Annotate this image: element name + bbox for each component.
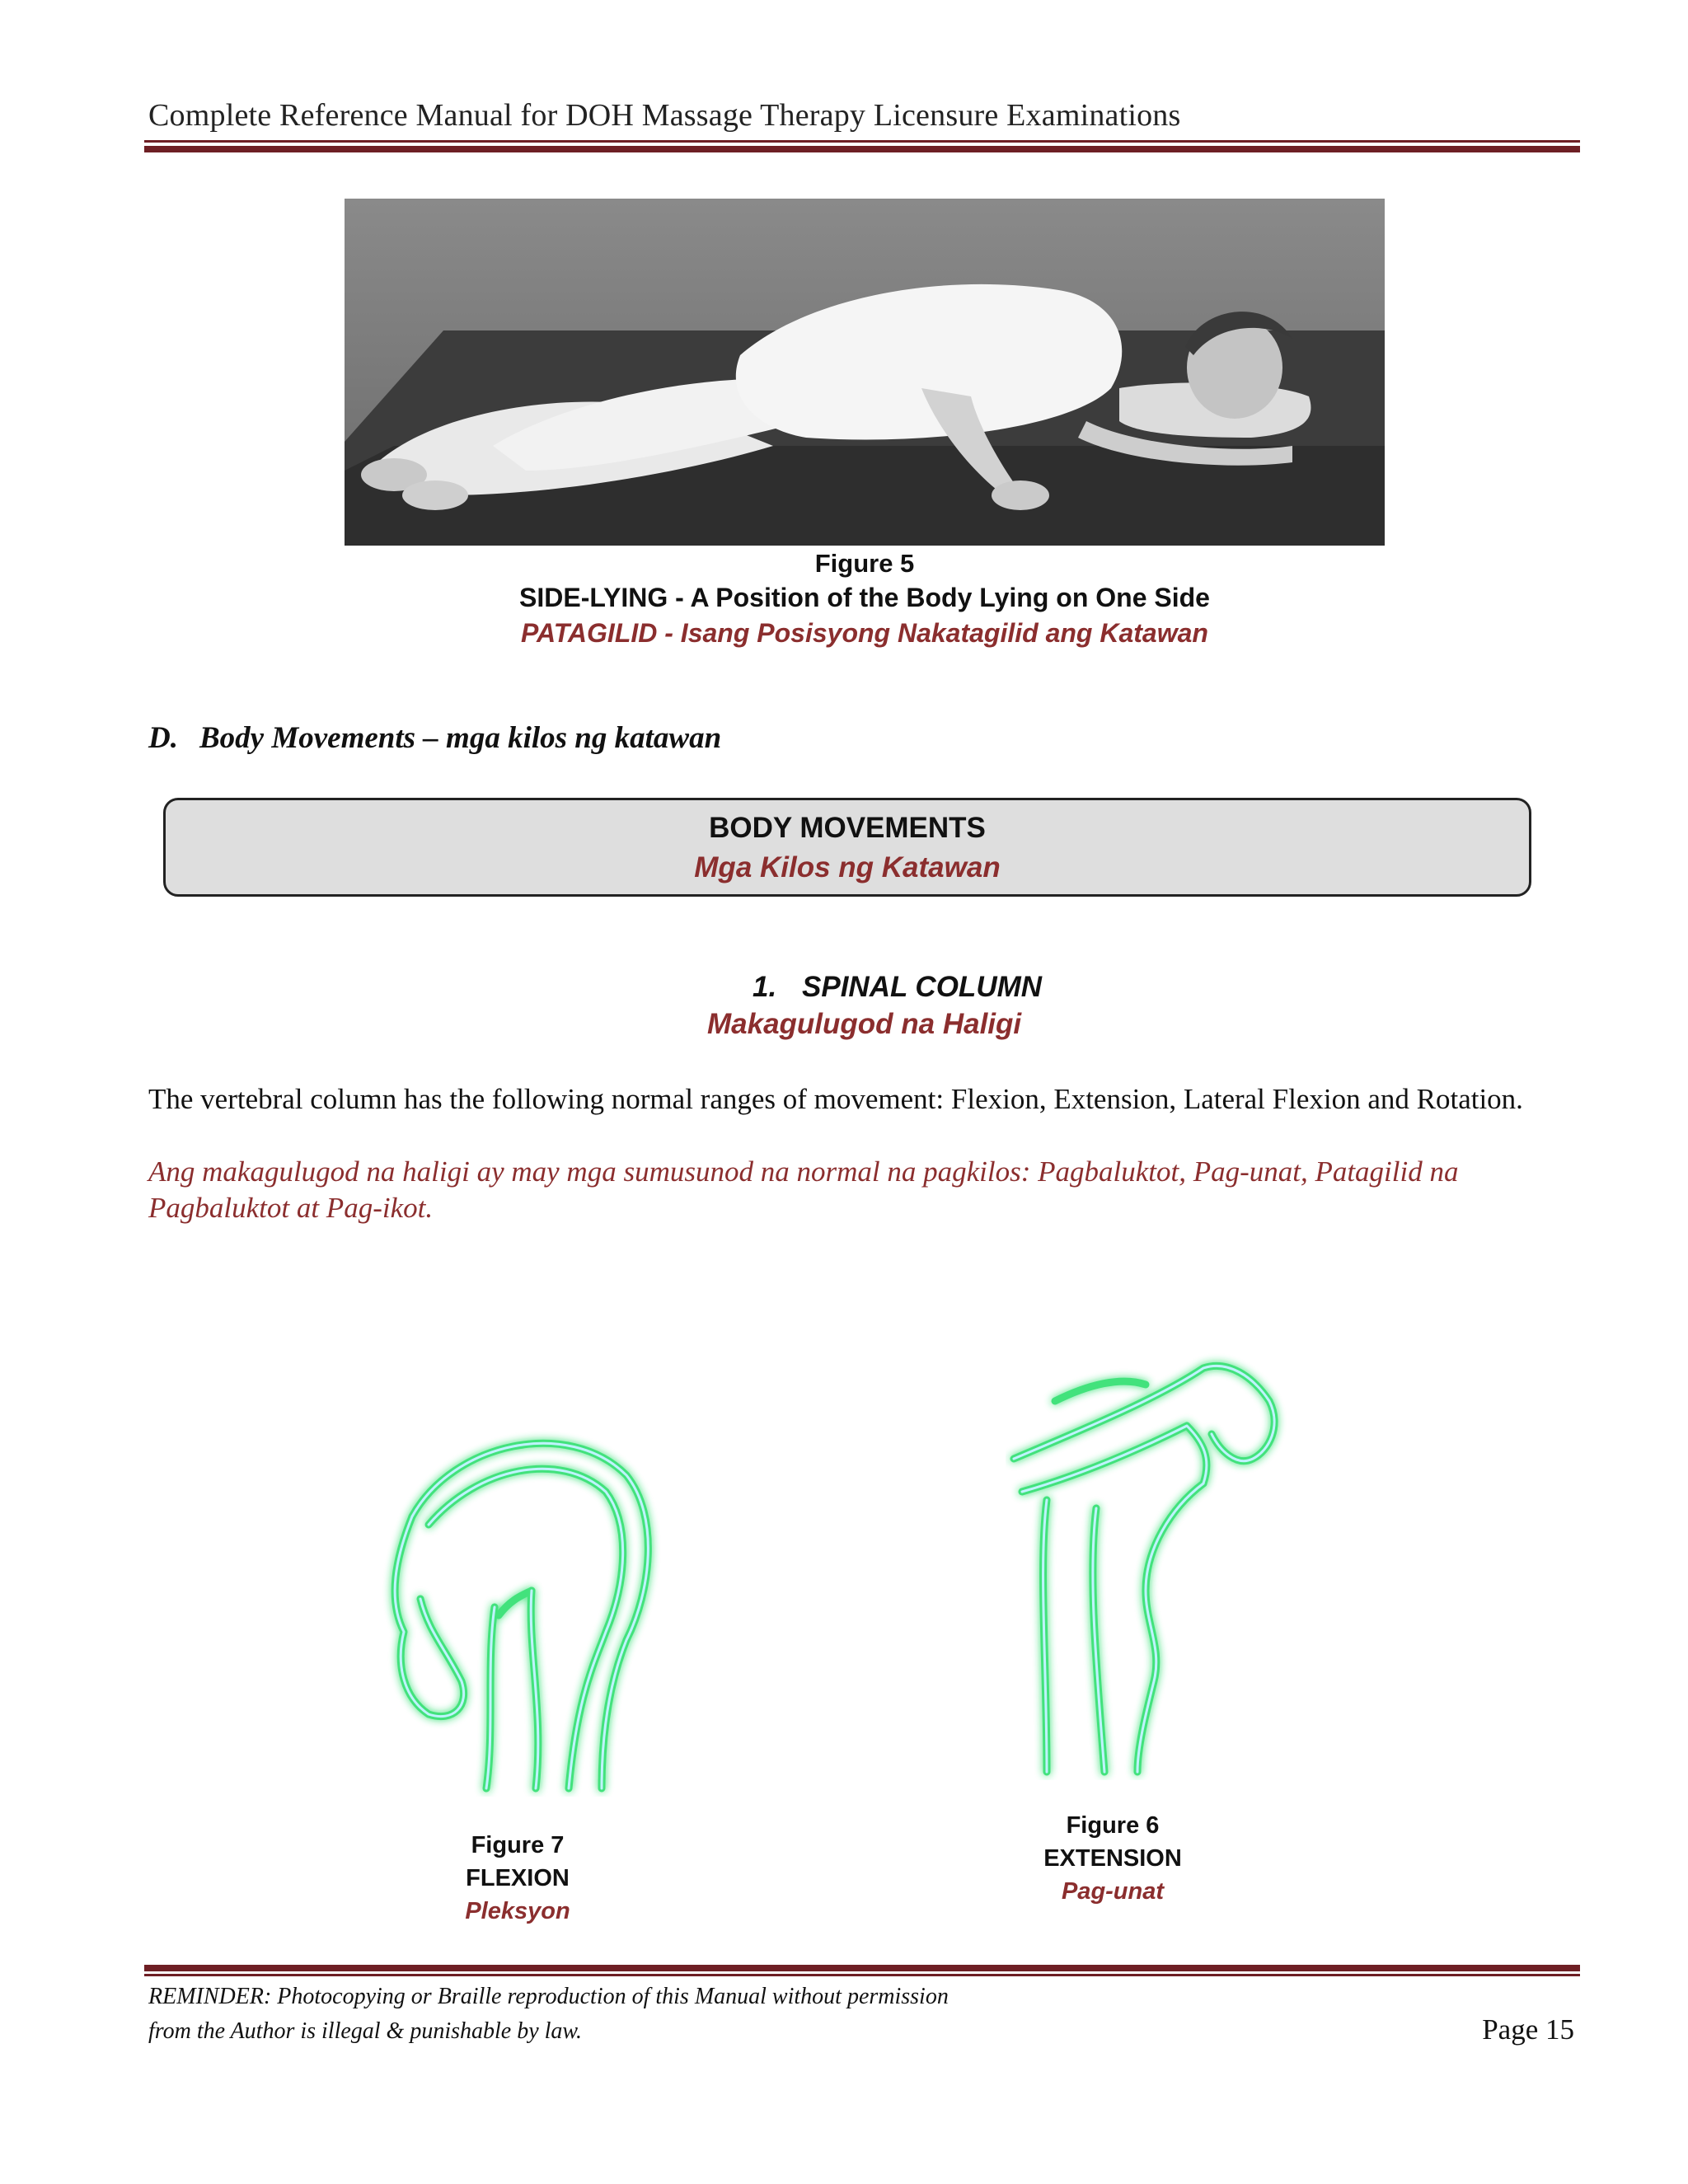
header-rule-thin bbox=[144, 140, 1580, 143]
box-title-tagalog: Mga Kilos ng Katawan bbox=[694, 851, 1001, 883]
footer-reminder-line-2: from the Author is illegal & punishable by law. bbox=[148, 2018, 583, 2044]
section-d-heading bbox=[148, 720, 721, 756]
spinal-title: SPINAL COLUMN bbox=[802, 971, 1043, 1003]
footer-rule-thick bbox=[144, 1965, 1580, 1971]
side-lying-photo bbox=[345, 199, 1385, 546]
running-header: Complete Reference Manual for DOH Massage Therapy Licensure Examinations bbox=[148, 98, 1181, 133]
spinal-column-heading bbox=[753, 971, 1042, 1004]
figure-6-number: Figure 6 bbox=[1066, 1812, 1160, 1839]
flexion-figure bbox=[354, 1401, 701, 1797]
figure-7-number: Figure 7 bbox=[471, 1832, 565, 1858]
figure-6-tagalog: Pag-unat bbox=[1061, 1878, 1165, 1905]
extension-figure bbox=[1006, 1352, 1302, 1780]
footer-reminder bbox=[148, 1980, 949, 2049]
figure-5-caption-tagalog: PATAGILID - Isang Posisyong Nakatagilid ang Katawan bbox=[521, 618, 1208, 648]
section-letter: D. bbox=[148, 721, 178, 755]
header-rule-thick bbox=[144, 146, 1580, 152]
spinal-number: 1. bbox=[753, 971, 777, 1003]
section-title: Body Movements – mga kilos ng katawan bbox=[199, 721, 722, 755]
figure-5-caption: SIDE-LYING - A Position of the Body Lying on One Side bbox=[519, 583, 1210, 612]
paragraph-tagalog: Ang makagulugod na haligi ay may mga sumusunod na normal na pagkilos: Pagbaluktot, Pag-unat, Patagilid na Pagbaluktot at Pag-ikot. bbox=[148, 1155, 1459, 1224]
paragraph-english: The vertebral column has the following normal ranges of movement: Flexion, Extension, Lateral Flexion and Rotation. bbox=[148, 1083, 1523, 1115]
figure-7-tagalog: Pleksyon bbox=[465, 1898, 570, 1924]
page-number: Page 15 bbox=[1482, 2013, 1574, 2046]
figure-6-english: EXTENSION bbox=[1043, 1845, 1182, 1872]
figure-6-caption bbox=[1014, 1809, 1212, 1908]
figure-7-caption bbox=[435, 1829, 600, 1928]
figure-7-english: FLEXION bbox=[466, 1865, 570, 1891]
footer-rule-thin bbox=[144, 1974, 1580, 1976]
figure-5-number: Figure 5 bbox=[814, 549, 915, 578]
box-title: BODY MOVEMENTS bbox=[709, 812, 986, 844]
footer-reminder-line-1: REMINDER: Photocopying or Braille reproduction of this Manual without permission bbox=[148, 1984, 949, 2009]
spinal-column-heading-tagalog: Makagulugod na Haligi bbox=[707, 1008, 1022, 1040]
